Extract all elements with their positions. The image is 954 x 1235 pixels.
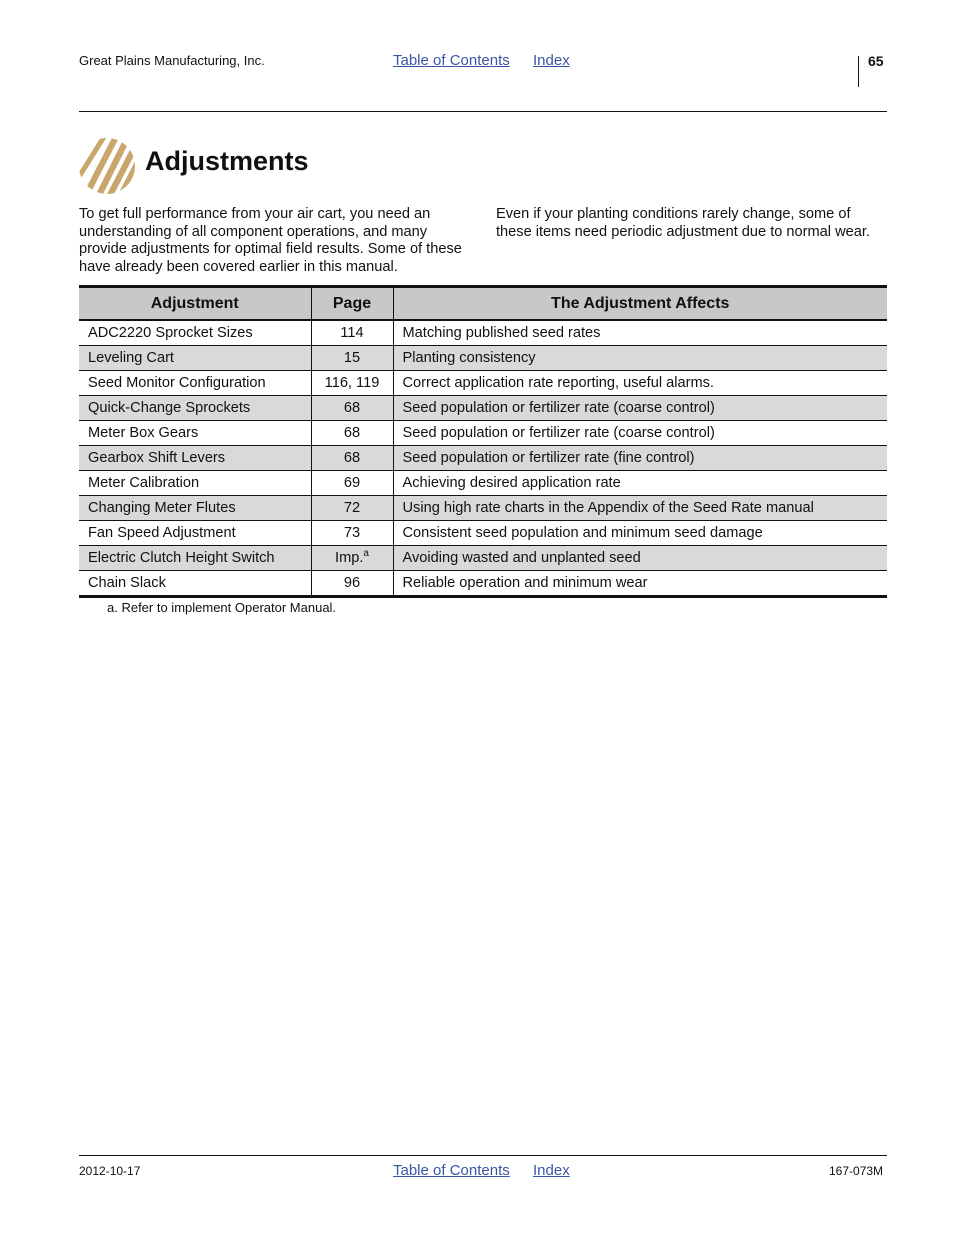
cell-adjustment: Seed Monitor Configuration xyxy=(79,371,311,396)
cell-adjustment: Chain Slack xyxy=(79,571,311,597)
column-header-adjustment: Adjustment xyxy=(79,287,311,321)
header-divider xyxy=(858,56,859,87)
table-row xyxy=(79,521,887,546)
cell-adjustment: Electric Clutch Height Switch xyxy=(79,546,311,571)
footnote-marker: a xyxy=(363,548,369,559)
cell-adjustment: Meter Box Gears xyxy=(79,421,311,446)
cell-affects: Using high rate charts in the Appendix of the Seed Rate manual xyxy=(393,496,887,521)
table-row xyxy=(79,571,887,597)
cell-page: 114 xyxy=(311,320,393,346)
header-rule xyxy=(79,111,887,112)
column-header-page: Page xyxy=(311,287,393,321)
intro-paragraph-2: Even if your planting conditions rarely change, some of these items need periodic adjustment due to normal wear. xyxy=(496,206,870,240)
cell-affects: Achieving desired application rate xyxy=(393,471,887,496)
cell-page: 68 xyxy=(311,396,393,421)
page-number: 65 xyxy=(868,53,884,69)
cell-page: 96 xyxy=(311,571,393,597)
footer-doc-number: 167-073M xyxy=(829,1164,884,1178)
header-toc-link[interactable]: Table of Contents xyxy=(393,52,510,69)
table-row xyxy=(79,446,887,471)
cell-affects: Seed population or fertilizer rate (fine control) xyxy=(393,446,887,471)
cell-page: 72 xyxy=(311,496,393,521)
footer-index-link[interactable]: Index xyxy=(533,1162,570,1179)
table-row xyxy=(79,546,887,571)
table-row xyxy=(79,396,887,421)
cell-page: 116, 119 xyxy=(311,371,393,396)
cell-adjustment: Changing Meter Flutes xyxy=(79,496,311,521)
section-logo-icon xyxy=(78,136,136,196)
cell-page: 68 xyxy=(311,446,393,471)
company-name: Great Plains Manufacturing, Inc. xyxy=(79,53,265,68)
cell-affects: Avoiding wasted and unplanted seed xyxy=(393,546,887,571)
table-row xyxy=(79,346,887,371)
cell-page: 68 xyxy=(311,421,393,446)
cell-page: 15 xyxy=(311,346,393,371)
intro-paragraph-1: To get full performance from your air cart, you need an understanding of all component operations, and many provide adjustments for optimal field results. Some of these have already been covered earlier in this manual. xyxy=(79,206,462,275)
cell-page xyxy=(311,546,393,571)
column-header-affects: The Adjustment Affects xyxy=(393,287,887,321)
footer-date: 2012-10-17 xyxy=(79,1164,141,1178)
cell-page: 73 xyxy=(311,521,393,546)
cell-adjustment: Fan Speed Adjustment xyxy=(79,521,311,546)
cell-affects: Consistent seed population and minimum seed damage xyxy=(393,521,887,546)
cell-affects: Seed population or fertilizer rate (coarse control) xyxy=(393,421,887,446)
cell-affects: Reliable operation and minimum wear xyxy=(393,571,887,597)
table-row xyxy=(79,421,887,446)
cell-adjustment: Leveling Cart xyxy=(79,346,311,371)
cell-adjustment: Quick-Change Sprockets xyxy=(79,396,311,421)
cell-affects: Seed population or fertilizer rate (coarse control) xyxy=(393,396,887,421)
cell-affects: Matching published seed rates xyxy=(393,320,887,346)
table-row xyxy=(79,320,887,346)
cell-adjustment: ADC2220 Sprocket Sizes xyxy=(79,320,311,346)
table-row xyxy=(79,496,887,521)
adjustments-table xyxy=(79,285,887,598)
cell-adjustment: Meter Calibration xyxy=(79,471,311,496)
table-footnote: a. Refer to implement Operator Manual. xyxy=(107,600,337,615)
footer-toc-link[interactable]: Table of Contents xyxy=(393,1162,510,1179)
cell-affects: Correct application rate reporting, useful alarms. xyxy=(393,371,887,396)
page-title: Adjustments xyxy=(145,146,309,176)
table-row xyxy=(79,471,887,496)
footer-rule xyxy=(79,1155,887,1156)
cell-affects: Planting consistency xyxy=(393,346,887,371)
cell-page-text: Imp. xyxy=(335,550,364,566)
header-index-link[interactable]: Index xyxy=(533,52,570,69)
cell-page: 69 xyxy=(311,471,393,496)
table-row xyxy=(79,371,887,396)
table-header-row xyxy=(79,287,887,321)
cell-adjustment: Gearbox Shift Levers xyxy=(79,446,311,471)
